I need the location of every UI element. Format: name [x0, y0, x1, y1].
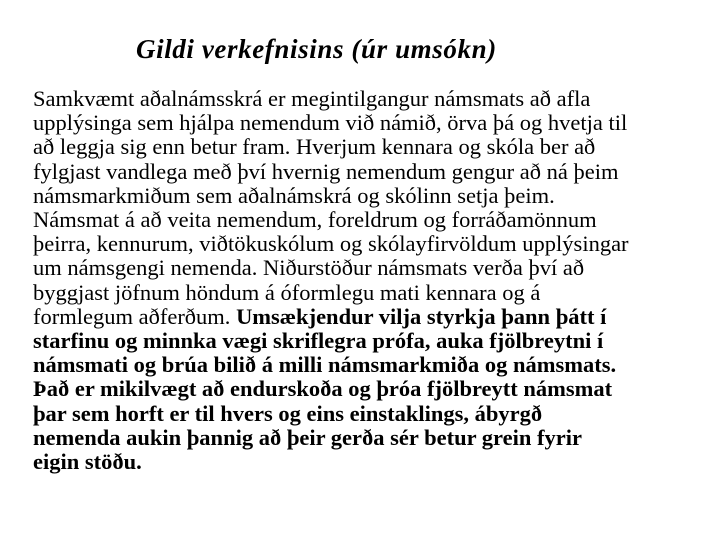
text-line: [33, 329, 701, 353]
text-segment: að leggja sig enn betur fram. Hverjum kennara og skóla ber að: [33, 134, 596, 160]
text-line: [33, 256, 701, 280]
text-line: [33, 426, 701, 450]
text-line: [33, 135, 701, 159]
text-line: [33, 305, 701, 329]
text-segment: fylgjast vandlega með því hvernig nemendum gengur að ná þeim: [33, 158, 619, 184]
bold-text-segment: starfinu og minnka vægi skriflegra prófa, auka fjölbreytni í: [33, 328, 604, 354]
text-line: [33, 377, 701, 401]
text-line: [33, 208, 701, 232]
bold-text-segment: Umsækjendur vilja styrkja þann þátt í: [236, 303, 607, 329]
bold-text-segment: eigin stöðu.: [33, 449, 142, 475]
text-segment: Námsmat á að veita nemendum, foreldrum og forráðamönnum: [33, 207, 597, 233]
bold-text-segment: námsmati og brúa bilið á milli námsmarkmiða og námsmats.: [33, 352, 617, 378]
text-segment: formlegum aðferðum.: [33, 303, 237, 329]
text-line: [33, 111, 701, 135]
bold-text-segment: nemenda aukin þannig að þeir gerða sér betur grein fyrir: [33, 424, 582, 450]
page-title: Gildi verkefnisins (úr umsókn): [136, 34, 497, 64]
text-segment: um námsgengi nemenda. Niðurstöður námsmats verða því að: [33, 255, 585, 281]
text-line: [33, 232, 701, 256]
text-segment: námsmarkmiðum sem aðalnámskrá og skólinn setja þeim.: [33, 182, 555, 208]
text-segment: Samkvæmt aðalnámsskrá er megintilgangur námsmats að afla: [33, 86, 591, 111]
text-line: [33, 160, 701, 184]
text-line: [33, 87, 701, 111]
bold-text-segment: þar sem horft er til hvers og eins einstaklings, ábyrgð: [33, 400, 543, 426]
text-line: [33, 281, 701, 305]
text-line: [33, 184, 701, 208]
text-segment: upplýsinga sem hjálpa nemendum við námið, örva þá og hvetja til: [33, 110, 628, 136]
text-line: [33, 450, 701, 474]
text-line: [33, 402, 701, 426]
body-paragraph: [33, 87, 701, 474]
bold-text-segment: Það er mikilvægt að endurskoða og þróa fjölbreytt námsmat: [33, 376, 613, 402]
text-segment: þeirra, kennurum, viðtökuskólum og skólayfirvöldum upplýsingar: [33, 231, 629, 257]
text-line: [33, 353, 701, 377]
text-segment: byggjast jöfnum höndum á óformlegu mati kennara og á: [33, 279, 541, 305]
